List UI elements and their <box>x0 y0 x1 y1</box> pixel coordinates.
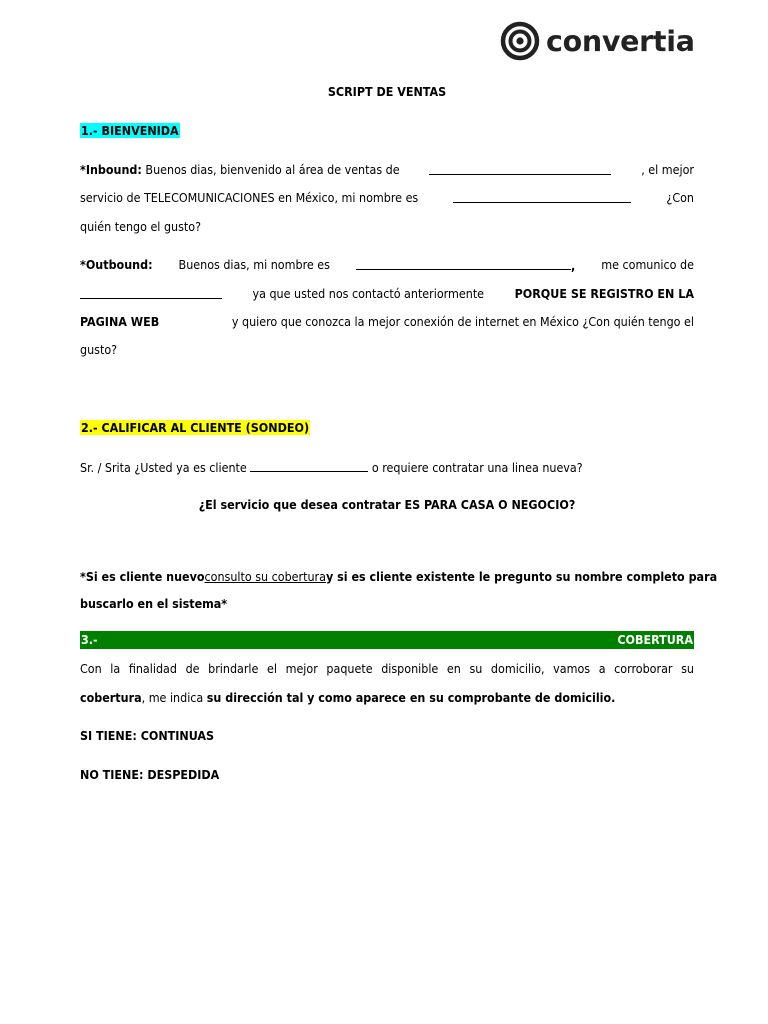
cobertura-line-1: Con la finalidad de brindarle el mejor paquete disponible en su domicilio, vamos a corroborar su <box>80 661 694 676</box>
question-casa-negocio: ¿El servicio que desea contratar ES PARA CASA O NEGOCIO? <box>198 497 576 512</box>
outbound-text: PORQUE SE REGISTRO EN LA <box>514 286 694 301</box>
heading-left: 3.- <box>81 632 98 647</box>
inbound-line-1 <box>80 161 694 179</box>
outbound-line-4: gusto? <box>80 342 118 357</box>
cobertura-text: , me indica <box>141 690 204 705</box>
note-text: y si es cliente existente le pregunto su nombre completo para <box>325 569 718 584</box>
agent-name-blank <box>356 256 571 270</box>
section-heading-bienvenida <box>80 122 694 140</box>
convertia-logo-icon <box>500 21 540 61</box>
outbound-text: y quiero que conozca la mejor conexión de internet en México ¿Con quién tengo el <box>231 314 694 329</box>
no-tiene: NO TIENE: DESPEDIDA <box>80 767 220 782</box>
cobertura-line-2 <box>80 689 694 707</box>
note-line-1 <box>80 568 718 586</box>
company-blank <box>429 161 611 175</box>
convertia-logo <box>500 18 700 64</box>
inbound-text: ¿Con <box>666 190 694 205</box>
outbound-line-2 <box>80 285 694 303</box>
inbound-text: Buenos dias, bienvenido al área de ventas de <box>145 162 400 177</box>
section-heading-calificar <box>80 419 694 437</box>
note-text: *Si es cliente nuevo <box>80 569 205 584</box>
logo-text: convertia <box>546 24 695 58</box>
si-tiene: SI TIENE: CONTINUAS <box>80 728 215 743</box>
inbound-line-2 <box>80 189 694 207</box>
outbound-text: ya que usted nos contactó anteriormente <box>252 286 485 301</box>
inbound-label: *Inbound: <box>80 162 142 177</box>
cobertura-text: su dirección tal y como aparece en su comprobante de domicilio. <box>206 690 616 705</box>
inbound-line-3: quién tengo el gusto? <box>80 219 201 234</box>
inbound-text: servicio de TELECOMUNICACIONES en México, mi nombre es <box>80 190 419 205</box>
outbound-text: , <box>570 258 576 273</box>
cliente-blank <box>250 458 368 472</box>
inbound-text: , el mejor <box>641 162 694 177</box>
outbound-text: Buenos dias, mi nombre es <box>178 257 330 272</box>
heading-text: 1.- BIENVENIDA <box>81 123 179 138</box>
cobertura-text: cobertura <box>80 690 142 705</box>
document-title: SCRIPT DE VENTAS <box>327 84 447 99</box>
question-text: Sr. / Srita ¿Usted ya es cliente <box>80 460 247 475</box>
outbound-text: PAGINA WEB <box>80 314 160 329</box>
heading-right: COBERTURA <box>617 632 693 647</box>
agent-name-blank <box>453 189 631 203</box>
note-text: consulto su cobertura <box>204 569 326 584</box>
outbound-line-3 <box>80 313 694 331</box>
outbound-line-1 <box>80 256 694 275</box>
heading-text: 2.- CALIFICAR AL CLIENTE (SONDEO) <box>81 420 310 435</box>
question-text: o requiere contratar una linea nueva? <box>371 460 583 475</box>
section-heading-cobertura <box>80 631 694 649</box>
note-line-2: buscarlo en el sistema* <box>80 596 228 611</box>
question-cliente <box>80 458 694 477</box>
outbound-label: *Outbound: <box>80 257 153 272</box>
company-blank <box>80 285 222 299</box>
outbound-text: me comunico de <box>601 257 694 272</box>
